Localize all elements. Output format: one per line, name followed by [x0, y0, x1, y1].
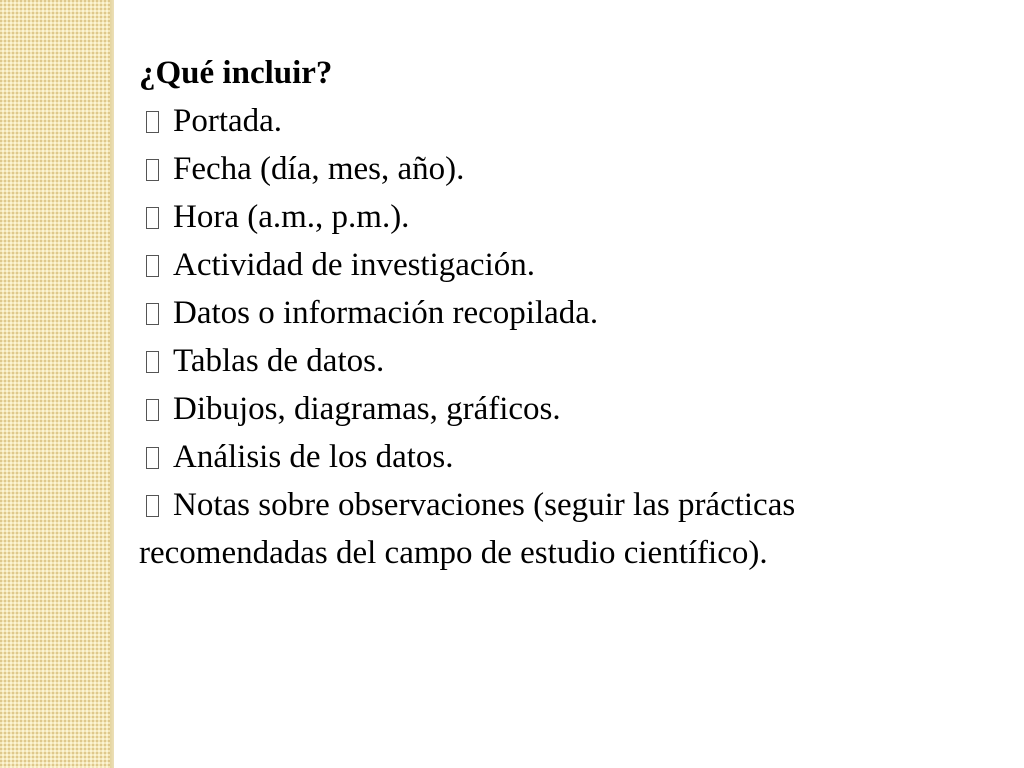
decorative-side-strip	[0, 0, 110, 768]
list-item-text: Tablas de datos.	[173, 343, 385, 379]
slide-heading: ¿Qué incluir?	[139, 55, 333, 91]
list-item	[139, 97, 959, 145]
list-item-text: Actividad de investigación.	[173, 247, 535, 283]
list-item	[139, 481, 959, 577]
list-item-text: Fecha (día, mes, año).	[173, 151, 465, 187]
list-item	[139, 145, 959, 193]
side-strip-edge	[110, 0, 114, 768]
list-item	[139, 241, 959, 289]
list-item-text: Portada.	[173, 103, 283, 139]
list-item-text: Notas sobre observaciones (seguir las prácticas recomendadas del campo de estudio científico).	[139, 487, 796, 571]
missing-glyph-box-icon	[139, 97, 165, 145]
list-item	[139, 289, 959, 337]
list-item-text: Análisis de los datos.	[173, 439, 454, 475]
missing-glyph-box-icon	[139, 289, 165, 337]
missing-glyph-box-icon	[139, 337, 165, 385]
missing-glyph-box-icon	[139, 385, 165, 433]
list-item	[139, 433, 959, 481]
missing-glyph-box-icon	[139, 193, 165, 241]
list-item-text: Dibujos, diagramas, gráficos.	[173, 391, 561, 427]
list-item-text: Hora (a.m., p.m.).	[173, 199, 410, 235]
missing-glyph-box-icon	[139, 145, 165, 193]
list-item	[139, 193, 959, 241]
list-item	[139, 337, 959, 385]
missing-glyph-box-icon	[139, 433, 165, 481]
list-item-text: Datos o información recopilada.	[173, 295, 599, 331]
missing-glyph-box-icon	[139, 481, 165, 529]
slide-content	[139, 49, 959, 577]
missing-glyph-box-icon	[139, 241, 165, 289]
list-item	[139, 385, 959, 433]
